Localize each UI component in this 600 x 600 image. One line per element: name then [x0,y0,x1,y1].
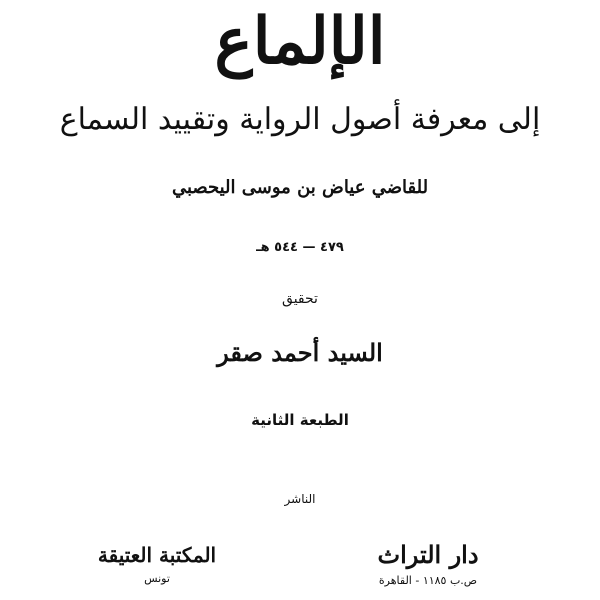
book-subtitle: إلى معرفة أصول الرواية وتقييد السماع [59,102,541,137]
editor-name: السيد أحمد صقر [217,338,383,367]
author-dates: ٤٧٩ — ٥٤٤ هـ [256,240,344,255]
book-title: الإلماع [214,4,386,79]
publisher-label: الناشر [284,492,316,506]
edition-label: الطبعة الثانية [251,411,349,429]
publisher-name: دار التراث [377,540,479,569]
publisher-address: ص.ب ١١٨٥ - القاهرة [378,574,478,587]
editor-label: تحقيق [282,291,318,307]
publisher-dar-al-turath [348,538,508,590]
publisher-al-maktaba-al-atiqa [72,540,242,588]
author-line: للقاضي عياض بن موسى اليحصبي [171,177,429,198]
publisher-name: المكتبة العتيقة [97,543,217,567]
publisher-city: تونس [144,572,170,585]
